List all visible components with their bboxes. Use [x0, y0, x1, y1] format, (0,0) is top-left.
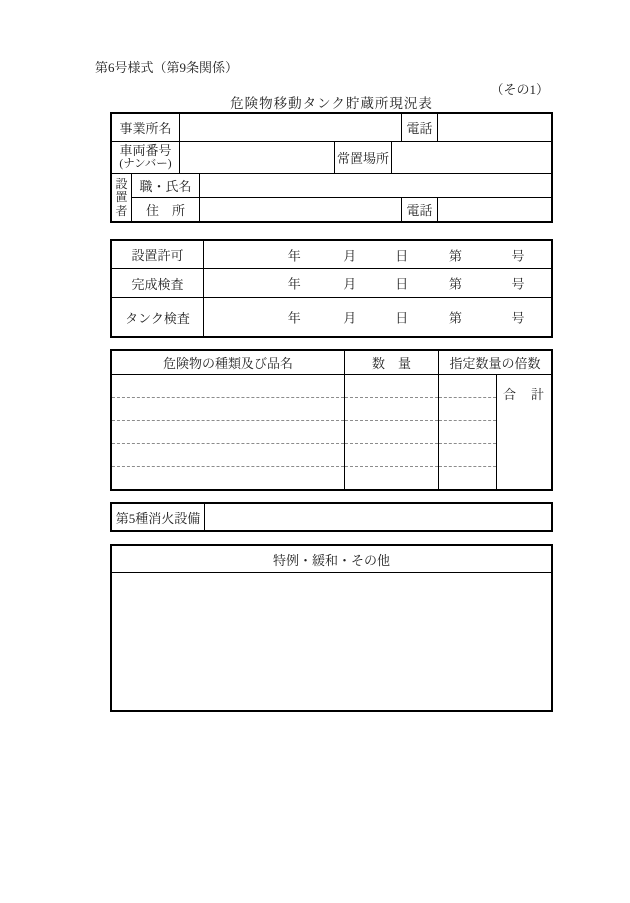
- hazmat-total-label: 合 計: [502, 387, 545, 402]
- extinguisher-label: 第5種消火設備: [112, 504, 205, 530]
- vehicle-number-label: [112, 142, 180, 173]
- vehicle-number-row: [112, 142, 551, 174]
- completion-inspection-label: 完成検査: [112, 269, 204, 297]
- hazmat-quantity-field[interactable]: [345, 444, 438, 467]
- address-label: 住 所: [132, 198, 200, 221]
- day-label: 日: [395, 310, 409, 326]
- hazmat-quantity-header: 数 量: [345, 351, 439, 374]
- hazmat-name-column: [112, 375, 345, 489]
- tank-inspection-row: [112, 298, 551, 336]
- year-label: 年: [287, 276, 301, 292]
- number-suffix-label: 号: [511, 276, 525, 292]
- special-notes-field[interactable]: [112, 573, 551, 710]
- hazmat-name-field[interactable]: [112, 421, 344, 444]
- hazmat-name-field[interactable]: [112, 375, 344, 398]
- storage-location-field[interactable]: [392, 142, 551, 173]
- hazmat-multiple-header: 指定数量の倍数: [449, 356, 541, 371]
- installation-permit-row: [112, 241, 551, 269]
- extinguisher-table: [110, 502, 553, 532]
- installer-char-1: 設: [115, 176, 128, 191]
- business-name-field[interactable]: [180, 114, 402, 141]
- hazmat-multiple-field[interactable]: [439, 375, 496, 398]
- form-number: 第6号様式（第9条関係）: [95, 60, 239, 75]
- hazmat-multiple-field[interactable]: [439, 467, 496, 489]
- hazmat-table: [110, 349, 553, 491]
- special-header-row: [112, 546, 551, 573]
- hazmat-body: [112, 375, 551, 489]
- year-label: 年: [287, 248, 301, 263]
- extinguisher-field[interactable]: [205, 504, 551, 530]
- hazmat-name-field[interactable]: [112, 398, 344, 421]
- hazmat-total-cell[interactable]: [497, 375, 551, 489]
- hazmat-name-field[interactable]: [112, 444, 344, 467]
- phone-label-1: 電話: [402, 114, 438, 141]
- hazmat-quantity-field[interactable]: [345, 421, 438, 444]
- facility-table: [110, 112, 553, 223]
- hazmat-name-field[interactable]: [112, 467, 344, 489]
- month-label: 月: [343, 310, 357, 326]
- day-label: 日: [395, 276, 409, 292]
- phone-label-2: 電話: [402, 198, 438, 221]
- installer-char-3: 者: [115, 204, 128, 219]
- hazmat-name-header: 危険物の種類及び品名: [112, 351, 345, 374]
- hazmat-multiple-field[interactable]: [439, 421, 496, 444]
- completion-inspection-date-field[interactable]: [204, 269, 551, 297]
- phone-field-1[interactable]: [438, 114, 551, 141]
- hazmat-header-row: [112, 351, 551, 375]
- year-label: 年: [287, 310, 301, 326]
- special-table: [110, 544, 553, 712]
- month-label: 月: [343, 248, 357, 263]
- installer-section: [112, 174, 551, 221]
- tank-inspection-label: タンク検査: [112, 298, 204, 336]
- number-prefix-label: 第: [449, 276, 463, 292]
- special-header: 特例・緩和・その他: [272, 552, 390, 568]
- job-name-label: 職・氏名: [132, 174, 200, 197]
- installer-subtable: [132, 174, 551, 221]
- business-name-label: 事業所名: [112, 114, 180, 141]
- completion-inspection-row: [112, 269, 551, 298]
- address-row: [132, 198, 551, 221]
- page-note: （その1）: [490, 82, 549, 97]
- number-prefix-label: 第: [449, 310, 463, 326]
- vehicle-number-label-line1: 車両番号: [119, 142, 172, 158]
- tank-inspection-date-field[interactable]: [204, 298, 551, 336]
- job-name-field[interactable]: [200, 174, 551, 197]
- storage-location-label: 常置場所: [335, 142, 392, 173]
- permit-table: [110, 239, 553, 338]
- hazmat-quantity-field[interactable]: [345, 375, 438, 398]
- phone-field-2[interactable]: [438, 198, 551, 221]
- page-title: 危険物移動タンク貯蔵所現況表: [230, 96, 433, 111]
- hazmat-multiple-field[interactable]: [439, 398, 496, 421]
- hazmat-multiple-field[interactable]: [439, 444, 496, 467]
- hazmat-quantity-field[interactable]: [345, 398, 438, 421]
- extinguisher-row: [112, 504, 551, 530]
- number-suffix-label: 号: [511, 310, 525, 326]
- job-name-row: [132, 174, 551, 198]
- installer-char-2: 置: [115, 190, 128, 205]
- month-label: 月: [343, 276, 357, 292]
- vehicle-number-field[interactable]: [180, 142, 335, 173]
- installer-label: [112, 174, 132, 221]
- hazmat-multiple-column: [439, 375, 497, 489]
- vehicle-number-label-line2: (ナンバー): [119, 158, 172, 171]
- hazmat-quantity-field[interactable]: [345, 467, 438, 489]
- hazmat-quantity-column: [345, 375, 439, 489]
- number-prefix-label: 第: [449, 248, 463, 263]
- day-label: 日: [395, 248, 409, 263]
- installation-permit-label: 設置許可: [112, 241, 204, 268]
- installation-permit-date-field[interactable]: [204, 241, 551, 268]
- address-field[interactable]: [200, 198, 402, 221]
- business-name-row: [112, 114, 551, 142]
- number-suffix-label: 号: [511, 248, 525, 263]
